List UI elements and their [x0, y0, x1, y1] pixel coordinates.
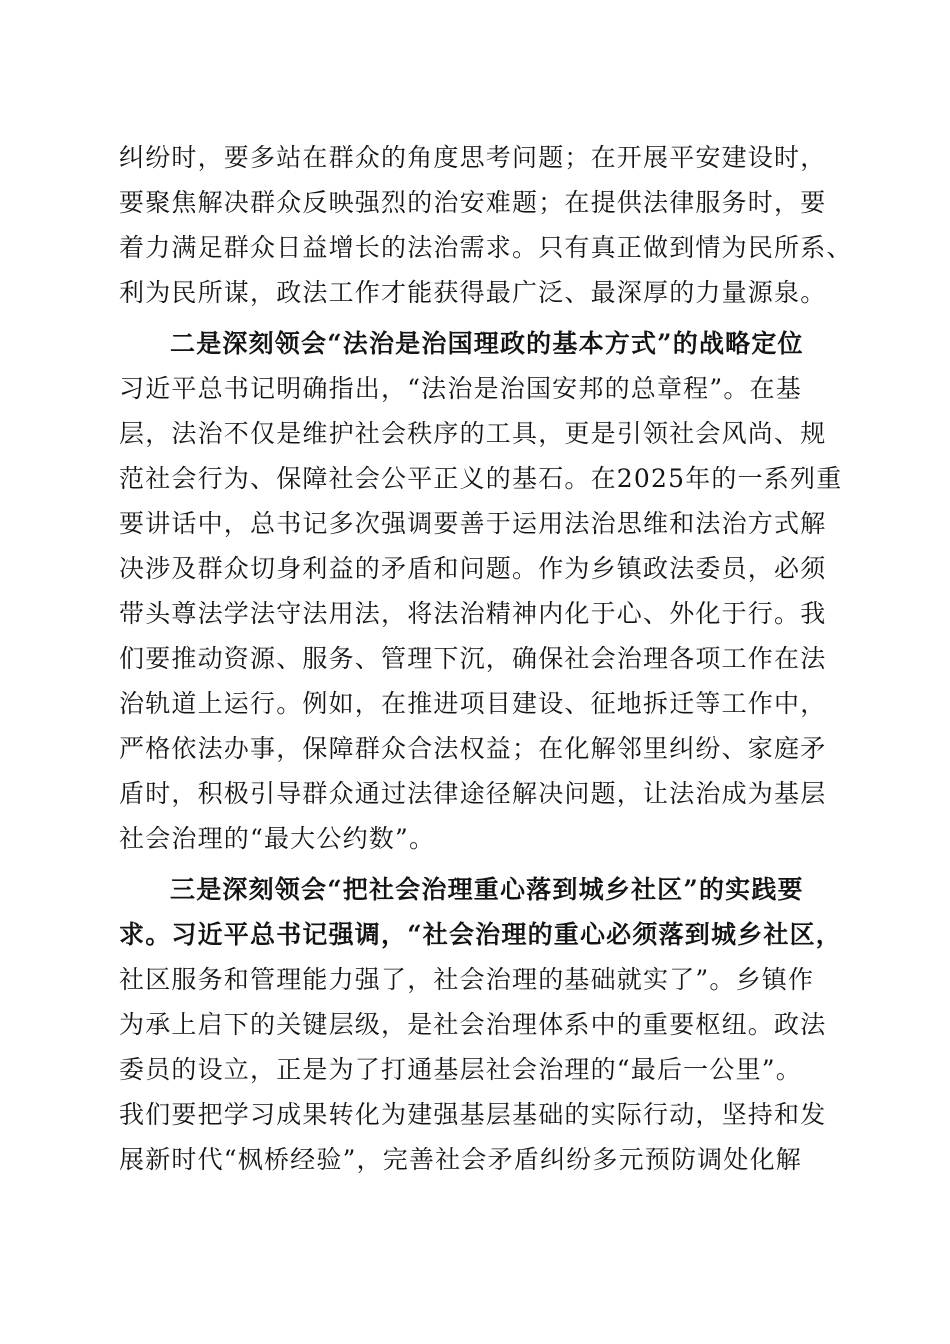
body-text-line: 着力满足群众日益增长的法治需求。只有真正做到情为民所系、: [119, 233, 853, 262]
body-text-line: 我们要把学习成果转化为建强基层基础的实际行动，坚持和发: [119, 1100, 827, 1129]
body-text-line: 纠纷时，要多站在群众的角度思考问题；在开展平安建设时，: [119, 143, 827, 172]
body-text-line: 社会治理的“最大公约数”。: [119, 824, 436, 853]
body-text-line: 要聚焦解决群众反映强烈的治安难题；在提供法律服务时，要: [119, 188, 827, 217]
body-text-line: 严格依法办事，保障群众合法权益；在化解邻里纠纷、家庭矛: [119, 734, 827, 763]
body-text-line: 盾时，积极引导群众通过法律途径解决问题，让法治成为基层: [119, 779, 827, 808]
body-text-line: 带头尊法学法守法用法，将法治精神内化于心、外化于行。我: [119, 599, 827, 628]
body-text-line: 社区服务和管理能力强了，社会治理的基础就实了”。乡镇作: [119, 965, 815, 994]
body-text-line: 习近平总书记明确指出，“法治是治国安邦的总章程”。在基: [119, 374, 802, 403]
body-text-line: 利为民所谋，政法工作才能获得最广泛、最深厚的力量源泉。: [119, 278, 827, 307]
body-text-line: 要讲话中，总书记多次强调要善于运用法治思维和法治方式解: [119, 509, 827, 538]
body-text-line: 委员的设立，正是为了打通基层社会治理的“最后一公里”。: [119, 1055, 802, 1084]
body-text-line: 们要推动资源、服务、管理下沉，确保社会治理各项工作在法: [119, 644, 827, 673]
section-heading-3: 三是深刻领会“把社会治理重心落到城乡社区”的实践要: [170, 875, 804, 904]
body-text-line: 为承上启下的关键层级，是社会治理体系中的重要枢纽。政法: [119, 1010, 827, 1039]
section-heading-2: 二是深刻领会“法治是治国理政的基本方式”的战略定位: [170, 329, 804, 358]
section-heading-3-cont: 求。习近平总书记强调，“社会治理的重心必须落到城乡社区，: [119, 920, 842, 949]
body-text-line: 治轨道上运行。例如，在推进项目建设、征地拆迁等工作中，: [119, 689, 827, 718]
body-text-line: 决涉及群众切身利益的矛盾和问题。作为乡镇政法委员，必须: [119, 554, 827, 583]
body-text-line: 展新时代“枫桥经验”，完善社会矛盾纠纷多元预防调处化解: [119, 1145, 802, 1174]
body-text-line: 范社会行为、保障社会公平正义的基石。在2025年的一系列重: [119, 464, 843, 493]
body-text-line: 层，法治不仅是维护社会秩序的工具，更是引领社会风尚、规: [119, 419, 827, 448]
